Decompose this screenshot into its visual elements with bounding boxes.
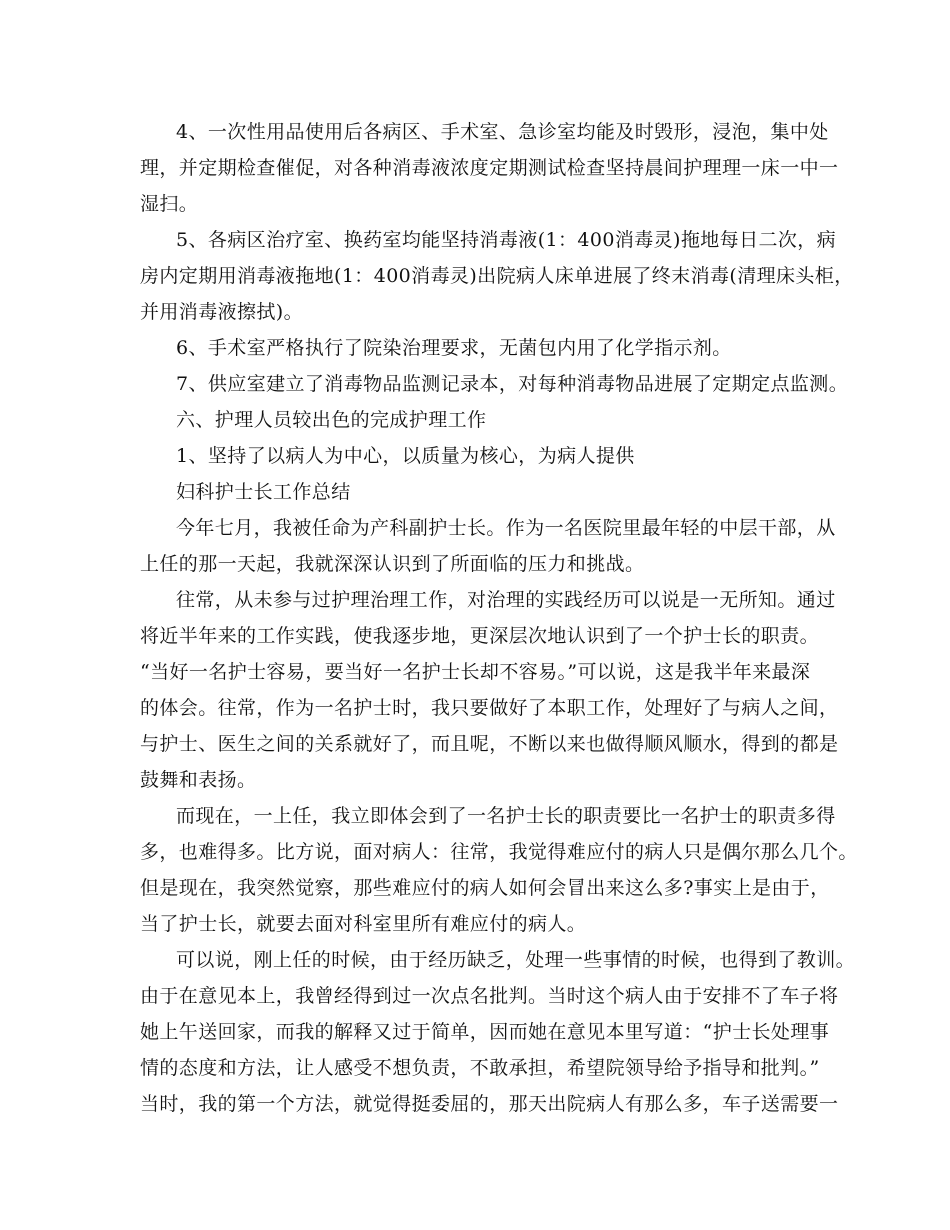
text-line: 当时，我的第一个方法，就觉得挺委屈的，那天出院病人有那么多，车子送需要一 xyxy=(140,1093,839,1115)
text-line: 的体会。往常，作为一名护士时，我只要做好了本职工作，处理好了与病人之间， xyxy=(140,697,839,719)
text-line: 但是现在，我突然觉察，那些难应付的病人如何会冒出来这么多?事实上是由于， xyxy=(140,877,830,899)
section-heading: 六、护理人员较出色的完成护理工作 xyxy=(176,409,487,431)
text-line: 房内定期用消毒液拖地(1：400消毒灵)出院病人床单进展了终末消毒(清理床头柜， xyxy=(140,265,854,287)
text-line: 1、坚持了以病人为中心，以质量为核心，为病人提供 xyxy=(176,445,635,467)
text-line: 并用消毒液擦拭)。 xyxy=(140,301,304,323)
text-line: 鼓舞和表扬。 xyxy=(140,769,257,791)
text-line: 将近半年来的工作实践，使我逐步地，更深层次地认识到了一个护士长的职责。 xyxy=(140,625,820,647)
text-line: 今年七月，我被任命为产科副护士长。作为一名医院里最年轻的中层干部，从 xyxy=(176,517,836,539)
text-line: 理，并定期检查催促，对各种消毒液浓度定期测试检查坚持晨间护理理一床一中一 xyxy=(140,157,839,179)
text-line: “当好一名护士容易，要当好一名护士长却不容易。”可以说，这是我半年来最深 xyxy=(140,661,811,683)
text-line: 与护士、医生之间的关系就好了，而且呢，不断以来也做得顺风顺水，得到的都是 xyxy=(140,733,839,755)
text-line: 而现在，一上任，我立即体会到了一名护士长的职责要比一名护士的职责多得 xyxy=(176,805,836,827)
text-line: 情的态度和方法，让人感受不想负责，不敢承担，希望院领导给予指导和批判。” xyxy=(140,1057,820,1079)
text-line: 往常，从未参与过护理治理工作，对治理的实践经历可以说是一无所知。通过 xyxy=(176,589,836,611)
document-title: 妇科护士长工作总结 xyxy=(176,481,351,503)
text-line: 由于在意见本上，我曾经得到过一次点名批判。当时这个病人由于安排不了车子将 xyxy=(140,985,839,1007)
text-line: 5、各病区治疗室、换药室均能坚持消毒液(1：400消毒灵)拖地每日二次，病 xyxy=(176,229,837,251)
text-line: 7、供应室建立了消毒物品监测记录本，对每种消毒物品进展了定期定点监测。 xyxy=(176,373,849,395)
text-line: 上任的那一天起，我就深深认识到了所面临的压力和挑战。 xyxy=(140,553,645,575)
text-line: 可以说，刚上任的时候，由于经历缺乏，处理一些事情的时候，也得到了教训。 xyxy=(176,949,856,971)
text-line: 湿扫。 xyxy=(140,193,199,215)
text-line: 6、手术室严格执行了院染治理要求，无菌包内用了化学指示剂。 xyxy=(176,337,732,359)
text-line: 她上午送回家，而我的解释又过于简单，因而她在意见本里写道：“护士长处理事 xyxy=(140,1021,830,1043)
text-line: 当了护士长，就要去面对科室里所有难应付的病人。 xyxy=(140,913,587,935)
text-line: 多，也难得多。比方说，面对病人：往常，我觉得难应付的病人只是偶尔那么几个。 xyxy=(140,841,858,863)
text-line: 4、一次性用品使用后各病区、手术室、急诊室均能及时毁形，浸泡，集中处 xyxy=(176,121,829,143)
